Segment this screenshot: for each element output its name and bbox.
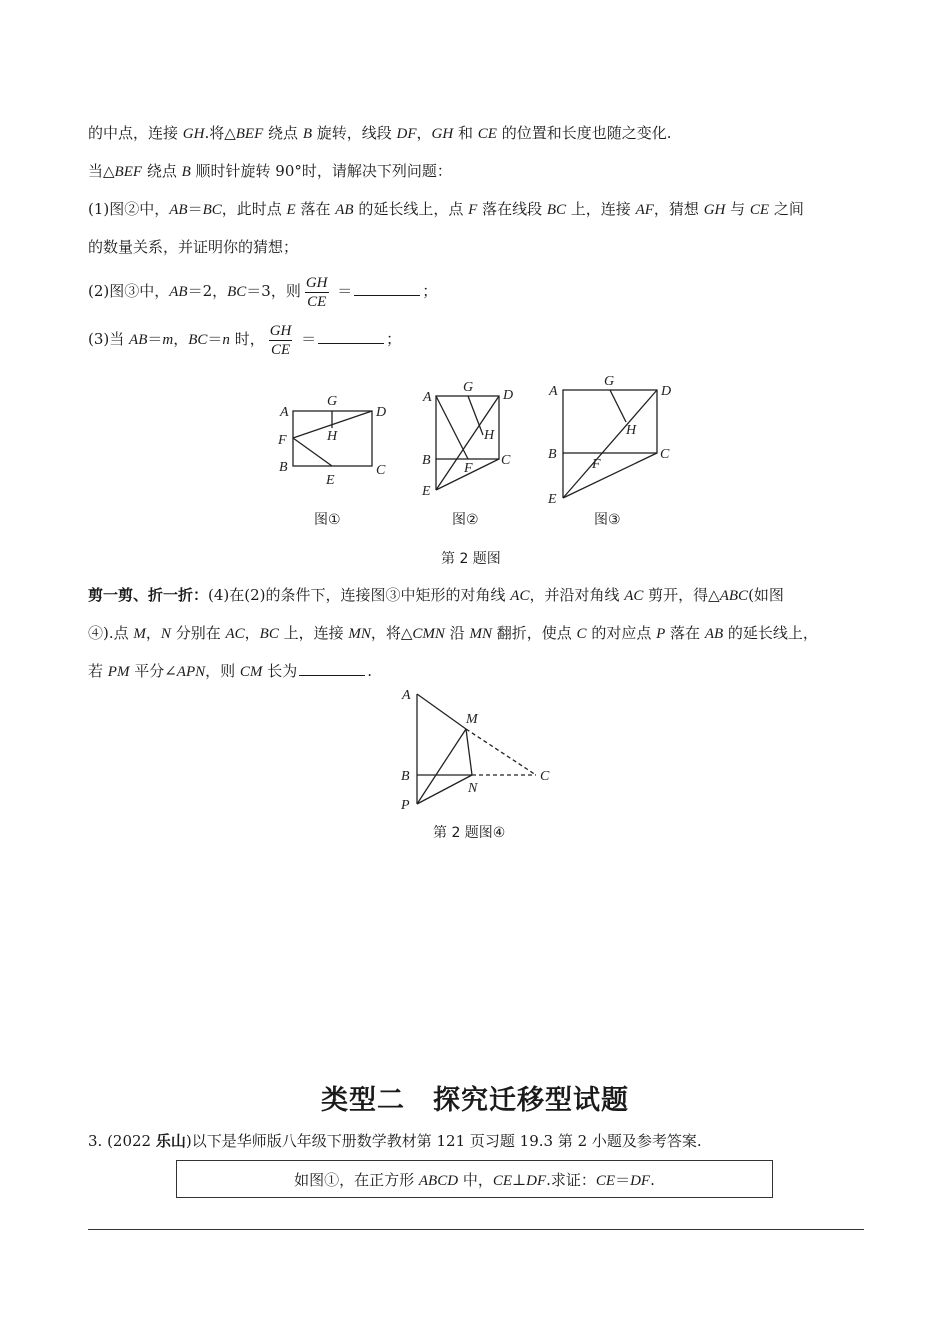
var: GH [182, 126, 205, 142]
label-H: H [327, 429, 338, 444]
text: ； [386, 330, 402, 348]
text: 当△ [88, 162, 115, 180]
text: ④).点 [88, 624, 134, 642]
text: ＝3，则 [246, 282, 301, 300]
var: B [181, 164, 191, 180]
text: 剪开，得△ [643, 586, 720, 604]
text: ，并沿对角线 [529, 586, 625, 604]
var: AC [510, 588, 530, 604]
var: AC [624, 588, 644, 604]
numerator: GH [305, 274, 328, 291]
var: AC [225, 626, 245, 642]
text: 的延长线上， [723, 624, 818, 642]
text: 3. (2022 [88, 1132, 156, 1150]
text: 和 [453, 124, 478, 142]
var: ABC [719, 588, 749, 604]
var: DF [396, 126, 417, 142]
text: 顺时针旋转 90°时，请解决下列问题： [190, 162, 452, 180]
text: 沿 [444, 624, 470, 642]
var: CE [477, 126, 497, 142]
text: (2)图③中， [88, 282, 170, 300]
text: 落在 [665, 624, 705, 642]
text: 之间 [769, 200, 804, 218]
var: BC [227, 284, 247, 300]
text: (4)在(2)的条件下，连接图③中矩形的对角线 [208, 586, 511, 604]
text: . [367, 662, 372, 680]
text: ⊥ [512, 1171, 527, 1189]
label-N: N [468, 781, 478, 796]
text: 翻折，使点 [491, 624, 577, 642]
question-4-line2 [88, 623, 818, 644]
text: 落在 [295, 200, 336, 218]
figure-group-caption: 第 2 题图 [441, 551, 501, 567]
label-C: C [660, 447, 670, 462]
label-B: B [279, 460, 288, 475]
text: 与 [725, 200, 750, 218]
var: n [222, 332, 230, 348]
text: ，则 [205, 662, 240, 680]
text: ， [244, 624, 260, 642]
text: 落在线段 [477, 200, 547, 218]
label-E: E [422, 484, 431, 499]
text: (3)当 [88, 330, 130, 348]
var: AF [635, 202, 654, 218]
text: 上，连接 [566, 200, 636, 218]
text: 的对应点 [586, 624, 657, 642]
var: APN [176, 664, 206, 680]
var: BC [202, 202, 222, 218]
var: AB [169, 284, 188, 300]
label-E: E [548, 492, 557, 507]
text: )以下是华师版八年级下册数学教材第 121 页习题 19.3 第 2 小题及参考答案. [185, 1132, 702, 1150]
var: PM [107, 664, 130, 680]
answer-blank[interactable] [354, 281, 420, 296]
var: m [162, 332, 174, 348]
text: 绕点 [142, 162, 182, 180]
figure-1-caption: 图① [314, 512, 341, 528]
text: ＝2， [187, 282, 228, 300]
denominator: CE [270, 341, 291, 358]
text: 的中点，连接 [88, 124, 183, 142]
figure-1-drawing [293, 411, 372, 466]
label-F: F [464, 461, 473, 476]
text: 上，连接 [278, 624, 349, 642]
var: BEF [114, 164, 143, 180]
text: 时， [229, 330, 265, 348]
var: AB [335, 202, 354, 218]
var: N [160, 626, 171, 642]
label-F: F [592, 457, 601, 472]
text: ＝ [147, 330, 163, 348]
text: ，将△ [370, 624, 413, 642]
numerator: GH [269, 322, 292, 339]
figure-2-drawing [436, 396, 499, 490]
text: ＝ [187, 200, 203, 218]
var: F [468, 202, 478, 218]
label-D: D [376, 405, 387, 420]
label-G: G [327, 394, 338, 409]
problem3-intro [88, 1131, 702, 1151]
text: ，此时点 [221, 200, 287, 218]
label-H: H [484, 428, 495, 443]
label-A: A [280, 405, 289, 420]
text: 长为 [262, 662, 298, 680]
label-H: H [626, 423, 637, 438]
label-G: G [604, 374, 615, 389]
label-C: C [540, 769, 550, 784]
question-1-cont: 的数量关系，并证明你的猜想； [88, 238, 299, 256]
var: GH [703, 202, 726, 218]
label-D: D [503, 388, 514, 403]
var: P [656, 626, 666, 642]
text: .将△ [204, 124, 236, 142]
problem2-line2 [88, 161, 452, 182]
label-P: P [401, 798, 410, 813]
label-M: M [466, 712, 478, 727]
text: ＝ [615, 1171, 631, 1189]
figure-4-drawing [417, 694, 536, 804]
text: ， [416, 124, 432, 142]
text: (1)图②中， [88, 200, 170, 218]
var: MN [469, 626, 492, 642]
lead-label: 剪一剪、折一折： [88, 586, 209, 604]
figure-4-caption: 第 2 题图④ [433, 825, 506, 841]
var: CE [595, 1173, 616, 1189]
var: ABCD [418, 1173, 459, 1189]
text: 若 [88, 662, 108, 680]
var: AB [169, 202, 188, 218]
source-place: 乐山 [155, 1132, 186, 1150]
figure-2-caption: 图② [452, 512, 479, 528]
text: 绕点 [263, 124, 303, 142]
text: 中， [458, 1171, 493, 1189]
question-1 [88, 199, 804, 220]
text: (如图 [748, 586, 784, 604]
var: BC [546, 202, 567, 218]
text: ， [173, 330, 189, 348]
problem2-line1 [88, 123, 671, 144]
var: CM [239, 664, 263, 680]
var: E [286, 202, 296, 218]
var: AB [129, 332, 148, 348]
label-A: A [549, 384, 558, 399]
var: DF [526, 1173, 547, 1189]
var: MN [348, 626, 371, 642]
var: GH [431, 126, 454, 142]
fraction-gh-ce [269, 322, 293, 359]
label-C: C [501, 453, 511, 468]
label-G: G [463, 380, 474, 395]
text: .求证： [546, 1171, 596, 1189]
answer-blank[interactable] [318, 329, 384, 344]
var: AB [704, 626, 724, 642]
textbook-problem-box [176, 1160, 773, 1198]
var: M [133, 626, 146, 642]
label-C: C [376, 463, 386, 478]
text: . [650, 1171, 655, 1189]
question-4-line1 [88, 585, 784, 606]
section-title: 类型二 探究迁移型试题 [321, 1085, 629, 1116]
text: 旋转，线段 [311, 124, 397, 142]
denominator: CE [307, 293, 327, 310]
fraction-gh-ce [305, 274, 329, 311]
label-D: D [661, 384, 672, 399]
text: ； [422, 282, 438, 300]
question-3 [88, 320, 401, 359]
text: 分别在 [170, 624, 226, 642]
text: 的延长线上，点 [353, 200, 469, 218]
text: 平分∠ [129, 662, 177, 680]
label-B: B [422, 453, 431, 468]
label-E: E [326, 473, 335, 488]
var: BC [188, 332, 208, 348]
var: B [302, 126, 312, 142]
var: C [576, 626, 587, 642]
text: ＝ [332, 282, 353, 300]
text: 如图①，在正方形 [294, 1171, 419, 1189]
answer-blank[interactable] [299, 661, 365, 676]
label-F: F [278, 433, 287, 448]
text: ＝ [207, 330, 223, 348]
page-divider [88, 1229, 864, 1230]
label-A: A [423, 390, 432, 405]
text: ， [145, 624, 161, 642]
var: BC [259, 626, 279, 642]
var: BEF [235, 126, 264, 142]
text: 的位置和长度也随之变化. [496, 124, 672, 142]
label-A: A [402, 688, 411, 703]
figure-3-caption: 图③ [594, 512, 621, 528]
question-2 [88, 272, 437, 311]
figure-3-drawing [563, 390, 657, 498]
var: CMN [412, 626, 445, 642]
question-4-line3 [88, 661, 372, 682]
text: ，猜想 [653, 200, 704, 218]
var: DF [630, 1173, 651, 1189]
text: ＝ [296, 330, 317, 348]
var: CE [749, 202, 770, 218]
label-B: B [548, 447, 557, 462]
label-B: B [401, 769, 410, 784]
var: CE [492, 1173, 513, 1189]
